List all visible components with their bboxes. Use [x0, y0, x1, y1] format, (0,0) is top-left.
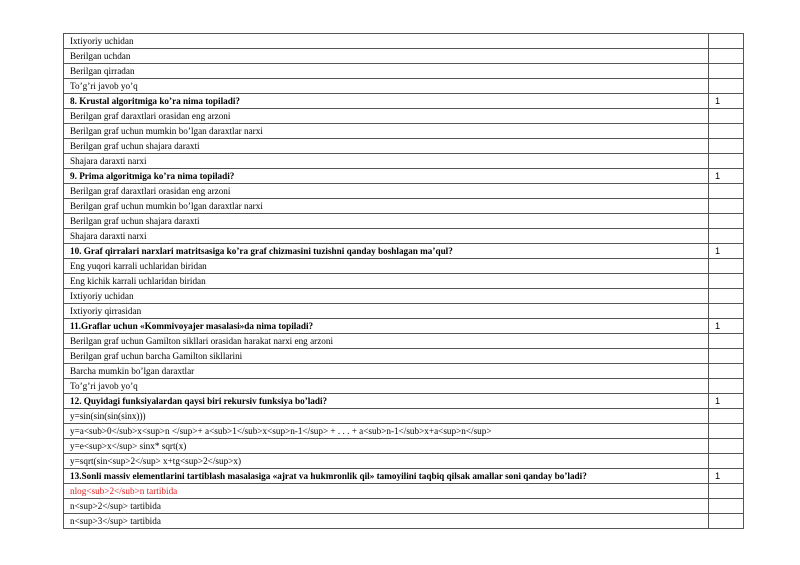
answer-row [64, 499, 744, 514]
answer-row [64, 184, 744, 199]
score-cell [709, 274, 744, 289]
answer-row-highlighted [64, 484, 744, 499]
answer-text: nlog<sub>2</sub>n tartibida [64, 484, 709, 499]
answer-row [64, 274, 744, 289]
answer-text: y=sqrt(sin<sup>2</sup> x+tg<sup>2</sup>x) [64, 454, 709, 469]
answer-text: Eng kichik karrali uchlaridan biridan [64, 274, 709, 289]
answer-row [64, 214, 744, 229]
question-text: 12. Quyidagi funksiyalardan qaysi biri rekursiv funksiya bo’ladi? [64, 394, 709, 409]
score-cell [709, 229, 744, 244]
answer-text: y=sin(sin(sin(sinx))) [64, 409, 709, 424]
score-cell [709, 514, 744, 529]
score-cell [709, 214, 744, 229]
question-row [64, 469, 744, 484]
score-cell [709, 334, 744, 349]
score-cell [709, 184, 744, 199]
answer-text: y=a<sub>0</sub>x<sup>n </sup>+ a<sub>1</sub>x<sup>n-1</sup> + . . . + a<sub>n-1</sub>x+a<sup>n</sup> [64, 424, 709, 439]
answer-row [64, 424, 744, 439]
score-cell: 1 [709, 169, 744, 184]
score-cell [709, 424, 744, 439]
answer-row [64, 259, 744, 274]
answer-row [64, 379, 744, 394]
answer-row [64, 454, 744, 469]
score-cell [709, 49, 744, 64]
answer-row [64, 199, 744, 214]
answer-row [64, 79, 744, 94]
answer-text: Berilgan graf uchun Gamilton sikllari orasidan harakat narxi eng arzoni [64, 334, 709, 349]
question-row [64, 394, 744, 409]
score-cell [709, 109, 744, 124]
score-cell: 1 [709, 394, 744, 409]
score-cell: 1 [709, 94, 744, 109]
answer-text: Ixtiyoriy uchidan [64, 34, 709, 49]
answer-text: To’g’ri javob yo’q [64, 79, 709, 94]
quiz-table-body [64, 34, 744, 529]
answer-row [64, 334, 744, 349]
score-cell [709, 349, 744, 364]
quiz-table [63, 33, 744, 529]
score-cell [709, 34, 744, 49]
answer-text: Shajara daraxti narxi [64, 154, 709, 169]
answer-text: Berilgan graf uchun mumkin bo’lgan daraxtlar narxi [64, 199, 709, 214]
score-cell [709, 409, 744, 424]
score-cell [709, 484, 744, 499]
question-text: 11.Graflar uchun «Kommivoyajer masalasi»da nima topiladi? [64, 319, 709, 334]
score-cell [709, 304, 744, 319]
score-cell [709, 64, 744, 79]
answer-row [64, 364, 744, 379]
score-cell [709, 259, 744, 274]
answer-text: Berilgan graf daraxtlari orasidan eng arzoni [64, 184, 709, 199]
question-row [64, 169, 744, 184]
answer-text: Ixtiyoriy uchidan [64, 289, 709, 304]
score-cell [709, 124, 744, 139]
answer-text: Barcha mumkin bo’lgan daraxtlar [64, 364, 709, 379]
answer-text: Berilgan qirradan [64, 64, 709, 79]
answer-text: Berilgan uchdan [64, 49, 709, 64]
score-cell: 1 [709, 469, 744, 484]
answer-row [64, 229, 744, 244]
score-cell [709, 154, 744, 169]
answer-row [64, 34, 744, 49]
answer-row [64, 289, 744, 304]
answer-text: Eng yuqori karrali uchlaridan biridan [64, 259, 709, 274]
answer-text: n<sup>3</sup> tartibida [64, 514, 709, 529]
question-text: 9. Prima algoritmiga ko’ra nima topiladi? [64, 169, 709, 184]
score-cell [709, 439, 744, 454]
answer-text: Ixtiyoriy qirrasidan [64, 304, 709, 319]
answer-row [64, 349, 744, 364]
answer-text: Berilgan graf uchun shajara daraxti [64, 139, 709, 154]
score-cell: 1 [709, 319, 744, 334]
answer-row [64, 439, 744, 454]
answer-row [64, 109, 744, 124]
question-text: 13.Sonli massiv elementlarini tartiblash masalasiga «ajrat va hukmronlik qil» tamoyilini taqbiq qilsak amallar soni qanday bo’ladi? [64, 469, 709, 484]
score-cell: 1 [709, 244, 744, 259]
answer-row [64, 124, 744, 139]
answer-text: n<sup>2</sup> tartibida [64, 499, 709, 514]
document-page [63, 33, 737, 529]
answer-text: y=e<sup>x</sup> sinx* sqrt(x) [64, 439, 709, 454]
score-cell [709, 379, 744, 394]
answer-row [64, 139, 744, 154]
question-row [64, 244, 744, 259]
question-text: 10. Graf qirralari narxlari matritsasiga ko’ra graf chizmasini tuzishni qanday boshlagan ma’qul? [64, 244, 709, 259]
score-cell [709, 454, 744, 469]
answer-text: Shajara daraxti narxi [64, 229, 709, 244]
answer-text: Berilgan graf uchun shajara daraxti [64, 214, 709, 229]
question-row [64, 319, 744, 334]
score-cell [709, 289, 744, 304]
score-cell [709, 199, 744, 214]
answer-row [64, 154, 744, 169]
answer-row [64, 409, 744, 424]
score-cell [709, 139, 744, 154]
answer-text: Berilgan graf daraxtlari orasidan eng arzoni [64, 109, 709, 124]
answer-row [64, 64, 744, 79]
answer-text: To’g’ri javob yo’q [64, 379, 709, 394]
score-cell [709, 499, 744, 514]
answer-text: Berilgan graf uchun barcha Gamilton sikllarini [64, 349, 709, 364]
question-row [64, 94, 744, 109]
answer-row [64, 514, 744, 529]
score-cell [709, 79, 744, 94]
answer-row [64, 49, 744, 64]
answer-row [64, 304, 744, 319]
answer-text: Berilgan graf uchun mumkin bo’lgan daraxtlar narxi [64, 124, 709, 139]
score-cell [709, 364, 744, 379]
question-text: 8. Krustal algoritmiga ko’ra nima topiladi? [64, 94, 709, 109]
